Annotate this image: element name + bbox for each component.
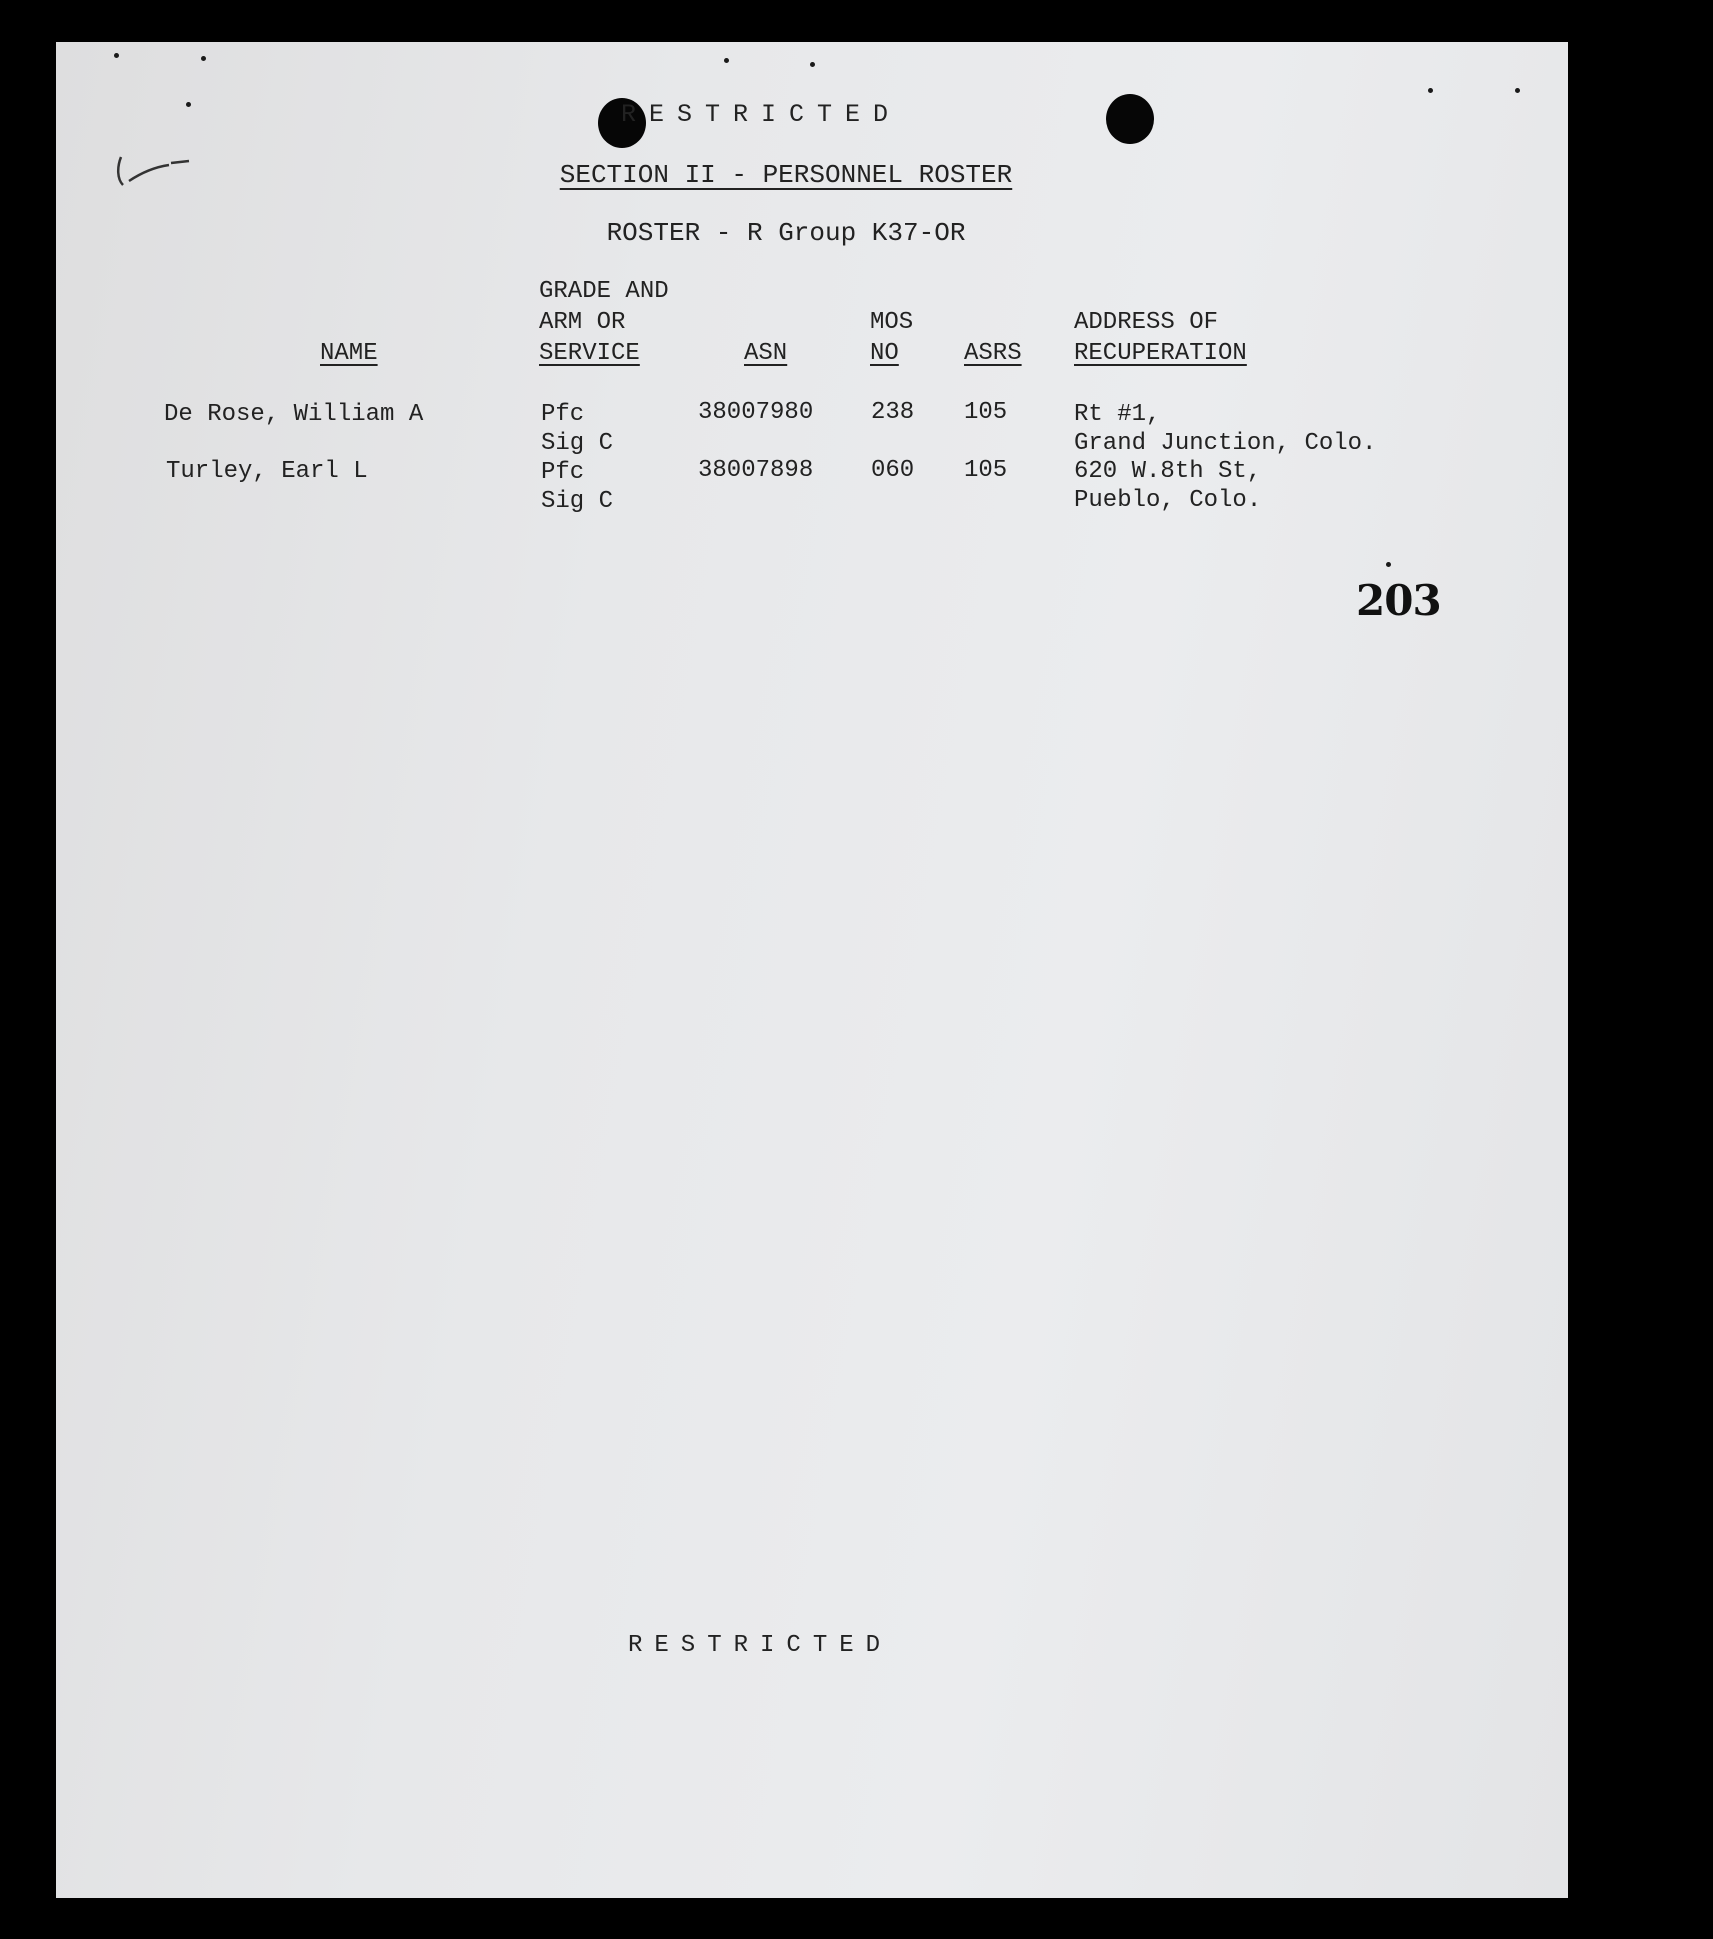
roster-title: ROSTER - R Group K37-OR [606,218,966,248]
row-1-grade-line: Sig C [541,430,614,457]
row-2-address [1074,457,1261,515]
section-title [56,160,1516,190]
row-2-address-line: Pueblo, Colo. [1074,487,1262,514]
row-1-mos: 238 [871,399,915,426]
header-grade-line: SERVICE [539,340,640,367]
row-1-address-line: Rt #1, [1074,401,1161,428]
classification-top: RESTRICTED [621,100,902,129]
speck [186,102,191,107]
row-2-name: Turley, Earl L [166,458,368,485]
row-2-mos: 060 [871,457,915,484]
speck [1428,88,1433,93]
speck [724,58,729,63]
header-address [1074,307,1247,369]
page-number: 203 [1356,576,1441,625]
header-asn-line: ASN [744,340,788,367]
header-asn [744,338,787,369]
row-1-name: De Rose, William A [164,401,424,428]
header-asrs-line: ASRS [964,340,1022,367]
header-mos-line: MOS [870,309,914,336]
row-2-address-line: 620 W.8th St, [1074,458,1262,485]
speck [201,56,206,61]
punch-hole-right [1106,94,1154,144]
row-2-grade-line: Pfc [541,459,585,486]
document-page [56,42,1568,1898]
row-1-asn: 38007980 [698,399,814,426]
row-1-address-line: Grand Junction, Colo. [1074,430,1377,457]
row-1-asrs: 105 [964,399,1008,426]
speck [1386,562,1391,567]
header-name-line: NAME [320,340,378,367]
header-asrs [964,338,1022,369]
speck [810,62,815,67]
header-mos-line: NO [870,340,899,367]
header-address-line: RECUPERATION [1074,340,1247,367]
row-1-grade-line: Pfc [541,401,585,428]
row-2-grade [541,458,613,516]
header-grade-line: GRADE AND [539,278,669,305]
row-2-asn: 38007898 [698,457,814,484]
classification-bottom: RESTRICTED [628,1632,893,1659]
speck [1515,88,1520,93]
row-2-grade-line: Sig C [541,488,614,515]
header-address-line: ADDRESS OF [1074,309,1219,336]
header-grade-line: ARM OR [539,309,626,336]
row-1-grade [541,400,613,458]
header-name [320,338,378,369]
header-grade [539,276,669,369]
header-mos [870,307,913,369]
row-2-asrs: 105 [964,457,1008,484]
section-title-text: SECTION II - PERSONNEL ROSTER [559,160,1013,190]
speck [114,53,119,58]
row-1-address [1074,400,1376,458]
